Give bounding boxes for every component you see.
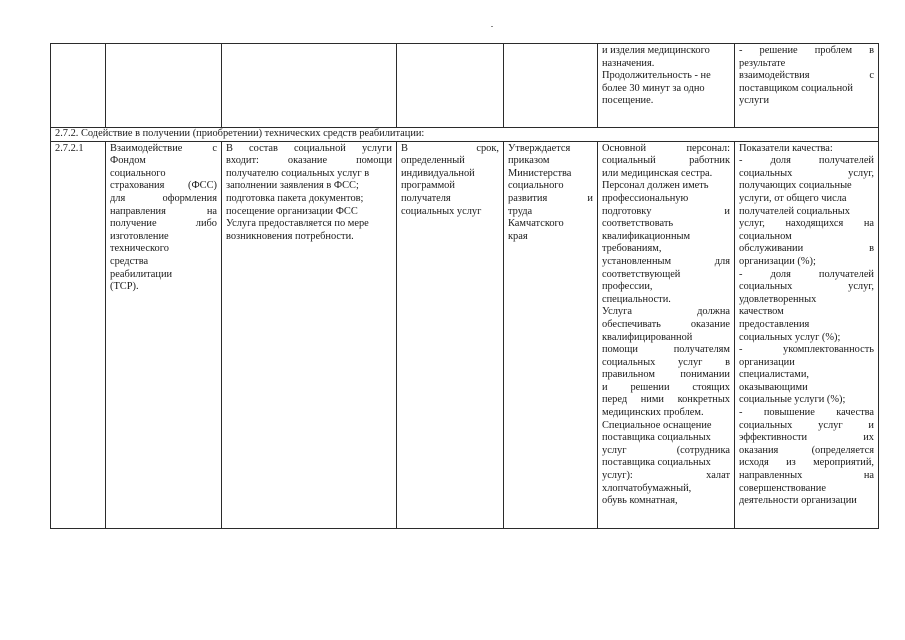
text-line: получение либо <box>110 218 217 230</box>
text-line: изготовление <box>110 230 169 242</box>
cell-number-empty <box>51 44 106 128</box>
text-line: - повышение качества <box>739 407 874 419</box>
text-line: технического <box>110 243 169 255</box>
service-term-text <box>401 143 499 219</box>
text-line: специалистами, <box>739 369 809 381</box>
text-line: Основной персонал: <box>602 142 730 154</box>
table-row-continuation <box>51 44 879 128</box>
text-line: качеством <box>739 306 784 318</box>
text-line: поставщика социальных <box>602 432 711 444</box>
service-name-text <box>110 143 217 294</box>
cell-conditions-continued <box>598 44 735 128</box>
text-line: услуг, находящихся на <box>739 218 874 230</box>
text-line: направленных на <box>739 470 874 482</box>
text-line: для оформления <box>110 192 217 204</box>
text-line: получателей социальных <box>739 205 850 217</box>
text-line: - доля получателей <box>739 155 874 167</box>
text-line: получателя <box>401 192 451 204</box>
cell-indicators-continued <box>735 44 879 128</box>
service-conditions-text <box>602 143 730 508</box>
text-line: специальности. <box>602 293 671 305</box>
text-line: Показатели качества: <box>739 142 833 154</box>
text-line: социальных услуг и <box>739 419 874 431</box>
text-line: получателю социальных услуг в <box>226 167 370 179</box>
text-line: социальном <box>739 230 792 242</box>
text-line: предоставления <box>739 318 810 330</box>
section-heading-cell <box>51 128 879 142</box>
cell-service-conditions <box>598 141 735 528</box>
text-line: Продолжительность - не <box>602 70 711 82</box>
cell-service-term <box>397 141 504 528</box>
text-line: Министерства <box>508 167 572 179</box>
text-line: помощи получателям <box>602 344 730 356</box>
text-line: услуги <box>739 95 770 107</box>
text-line: подготовка пакета документов; <box>226 192 364 204</box>
cell-content-empty <box>222 44 397 128</box>
text-line: профессии, <box>602 281 653 293</box>
text-line: Взаимодействие с <box>110 142 217 154</box>
text-line: совершенствование <box>739 482 826 494</box>
text-line: или медицинская сестра. <box>602 167 713 179</box>
text-line: хлопчатобумажный, <box>602 482 692 494</box>
text-line: страхования (ФСС) <box>110 180 217 192</box>
cell-name-empty <box>106 44 222 128</box>
text-line: входит: оказание помощи <box>226 155 392 167</box>
cell-service-content <box>222 141 397 528</box>
text-line: социальный работник <box>602 155 730 167</box>
table-row-service <box>51 141 879 528</box>
text-line: В срок, <box>401 142 499 154</box>
text-line: возникновения потребности. <box>226 230 354 242</box>
document-page <box>50 43 878 531</box>
text-line: поставщиком социальной <box>739 82 853 94</box>
text-line: подготовку и <box>602 205 730 217</box>
services-table <box>50 43 879 529</box>
text-line: оказывающими <box>739 381 808 393</box>
service-indicators-text <box>739 143 874 508</box>
text-line: деятельности организации <box>739 495 857 507</box>
conditions-continued-text <box>602 45 730 108</box>
text-line: приказом <box>508 155 550 167</box>
text-line: Специальное оснащение <box>602 419 712 431</box>
scan-artifact <box>491 26 493 27</box>
text-line: услуг): халат <box>602 470 730 482</box>
text-line: Услуга должна <box>602 306 730 318</box>
text-line: и решении стоящих <box>602 381 730 393</box>
table-row-section <box>51 128 879 142</box>
text-line: социального <box>110 167 166 179</box>
cell-service-number <box>51 141 106 528</box>
text-line: реабилитации <box>110 268 173 280</box>
cell-term-empty <box>397 44 504 128</box>
text-line: посещение организации ФСС <box>226 205 358 217</box>
cell-service-tariff <box>504 141 598 528</box>
text-line: соответствовать <box>602 218 674 230</box>
text-line: труда <box>508 205 533 217</box>
text-line: направления на <box>110 205 217 217</box>
text-line: посещение. <box>602 95 654 107</box>
text-line: социального <box>508 180 564 192</box>
text-line: средства <box>110 255 149 267</box>
text-line: организации (%); <box>739 255 816 267</box>
text-line: социальных услуг, <box>739 281 874 293</box>
text-line: Фондом <box>110 155 146 167</box>
text-line: обеспечивать оказание <box>602 318 730 330</box>
text-line: Камчатского <box>508 218 564 230</box>
cell-tariff-empty <box>504 44 598 128</box>
text-line: социальных услуг, <box>739 167 874 179</box>
text-line: оказания (определяется <box>739 444 874 456</box>
text-line: Услуга предоставляется по мере <box>226 218 369 230</box>
text-line: услуги, от общего числа <box>739 192 847 204</box>
text-line: и изделия медицинского <box>602 45 710 56</box>
text-line: услуг (сотрудника <box>602 444 730 456</box>
text-line: более 30 минут за одно <box>602 82 705 94</box>
section-title: 2.7.2. Содействие в получении (приобретении) технических средств реабилитации: <box>55 128 425 139</box>
text-line: исходя из мероприятий, <box>739 457 874 469</box>
text-line: социальных услуг <box>401 205 482 217</box>
text-line: социальных услуг в <box>602 356 730 368</box>
text-line: развития и <box>508 192 593 204</box>
cell-service-name <box>106 141 222 528</box>
text-line: социальных услуг (%); <box>739 331 841 343</box>
text-line: профессиональную <box>602 192 689 204</box>
text-line: медицинских проблем. <box>602 407 704 419</box>
text-line: обслуживании в <box>739 243 874 255</box>
text-line: требованиям, <box>602 243 662 255</box>
text-line: программой <box>401 180 455 192</box>
text-line: обувь комнатная, <box>602 495 678 507</box>
text-line: квалификационным <box>602 230 691 242</box>
service-tariff-text <box>508 143 593 244</box>
text-line: назначения. <box>602 57 655 69</box>
text-line: правильном понимании <box>602 369 730 381</box>
text-line: социальные услуги (%); <box>739 394 846 406</box>
text-line: эффективности их <box>739 432 874 444</box>
service-content-text <box>226 143 392 244</box>
text-line: соответствующей <box>602 268 681 280</box>
text-line: организации <box>739 356 795 368</box>
text-line: - решение проблем в <box>739 45 874 56</box>
text-line: заполнении заявления в ФСС; <box>226 180 359 192</box>
text-line: В состав социальной услуги <box>226 142 392 154</box>
text-line: поставщика социальных <box>602 457 711 469</box>
text-line: Персонал должен иметь <box>602 180 709 192</box>
text-line: Утверждается <box>508 142 571 154</box>
text-line: определенный <box>401 155 465 167</box>
text-line: установленным для <box>602 255 730 267</box>
text-line: - укомплектованность <box>739 344 874 356</box>
cell-service-indicators <box>735 141 879 528</box>
text-line: взаимодействия с <box>739 70 874 82</box>
text-line: получающих социальные <box>739 180 852 192</box>
text-line: перед ними конкретных <box>602 394 730 406</box>
service-number: 2.7.2.1 <box>55 142 84 154</box>
text-line: (ТСР). <box>110 281 139 293</box>
text-line: результате <box>739 57 786 69</box>
text-line: квалифицированной <box>602 331 693 343</box>
indicators-continued-text <box>739 45 874 108</box>
text-line: индивидуальной <box>401 167 475 179</box>
text-line: удовлетворенных <box>739 293 817 305</box>
text-line: - доля получателей <box>739 268 874 280</box>
text-line: края <box>508 230 528 242</box>
